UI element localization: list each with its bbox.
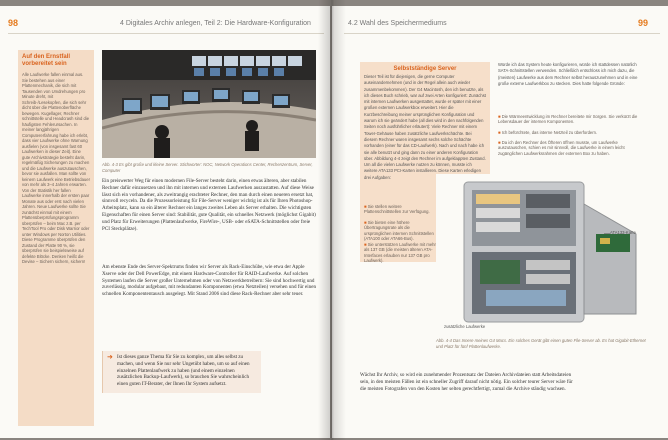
right-header-rule	[344, 33, 660, 34]
left-paragraph-1: Ein preiswerter Weg für einen modernen File-Server besteht darin, einen etwas älteren, aber stabilen Rechner dafür einzusetzen und ihn mit internen und externen Laufwerken auszustatten. Auf diese Weise lässt sich ein vorhandener, als zweitrangig erachteter Rechner, den man durch einen neueren ersetzt hat, sinnvoll recyceln. Da die Prozessorleistung für File-Server weniger wichtig ist als für Ihren Photoshop-Arbeitsplatz, kann so ein älterer Rechner ein langes zweites Leben als Server erhalten. Die wichtigsten Eigenschaften für einen Server sind: Stabilität, gute Qualität, ein schnelles Netzwerk (möglichst Gigabit) und Platz für Erweiterungen (Plattenlaufwerke, FireWire-, USB- oder eSATA-Schnittstellen oder freie PCI Steckplätze).	[102, 178, 316, 232]
left-paragraph-2: Am ebenste Ende des Server-Spektrums finden wir Server als Rack-Einschübe, wie etwa der Apple Xserve oder der Dell PowerEdge, mit einem Hardware-Controller für RAID-Laufwerke. Auf solchen Systemen laufen die Server großer Unternehmen oder von Netzwerkbetreibern: Sie sind hochwertig und zuverlässig, modular aufgebaut, mit redundanten Komponenten (etwa Netzteilen) versehen und für einen schnellen Komponententausch ausgelegt. Mit Stand 2006 sind diese Rack-Rechner aber sehr teuer.	[102, 264, 316, 298]
server-room-image	[102, 50, 316, 158]
left-running-head: 4 Digitales Archiv anlegen, Teil 2: Die Hardware-Konfiguration	[120, 20, 311, 27]
left-page-number: 98	[8, 18, 19, 28]
photo-caption: Abb. 4-3 Es gibt große und kleine Server. Stichworter: NOC, Network Operations Center, Rechenzentrum, Server, Computer	[102, 162, 313, 173]
bullet-dot-icon: ■	[498, 130, 502, 135]
bullet-text: Die Wärmeentwicklung im Rechner bereitete mir Sorgen. Sie verkürzt die Lebensdauer der internen Komponenten.	[498, 114, 638, 125]
note-arrow-icon: ➜	[107, 354, 113, 361]
bullet-dot-icon: ■	[364, 204, 368, 209]
note-box	[102, 351, 261, 393]
sidebar-text: Alle Laufwerke fallen einmal aus. Sie bestehen aus einer Plattenmechanik, die sich mit Tausenden von Umdrehungen pro Minute dreht, mit Schreib-/Lesekopfen, die sich sehr dicht über die Plattenoberfläche bewegen. Kugellager, Rechner schnittstelle und Headcrash sind die häufigsten Fehlerursachen. In meiner langjährigen Computererfahrung habe ich erlebt, dass vier Laufwerke ohne Warnung ausfielen (von insgesamt fast 60 Laufwerken in dieser Zeit). Eine gute Archivstrategie besteht darin, regelmäßig Sicherungen zu machen und die Laufwerke auszutauschen, bevor sie ausfallen. Man sollte von keinem Laufwerk eine Betriebsdauer von mehr als 3–4 Jahren erwarten. Von der Statistik her fallen Laufwerke innerhalb der ersten paar Monate aus oder erst nach vielen Jahren. Neue Laufwerke sollte Sie zunächst einmal mit einem Plattenüberprüfungsprogramm überprüfen – beim Mac z.B. per TechTool Pro oder Disk Warrior oder unter Windows per Norton Utilities. Diese Programme überprüfen den Zustand der Platte 90 %, sie überprüfen sie beispielsweise auf defekte Blöcke. Denken heißt die Devise – Sichern sichern, sichern!	[22, 72, 90, 264]
label-leader-line	[604, 233, 610, 234]
sidebar-title: Auf den Ernstfall vorbereitet sein	[22, 54, 71, 67]
g4-interior-image	[436, 174, 660, 330]
bullet-dot-icon: ■	[364, 242, 368, 247]
server-room-photo	[102, 50, 316, 158]
right-page-number: 99	[638, 18, 649, 28]
right-running-head: 4.2 Wahl des Speichermediums	[348, 20, 447, 27]
bullet-text: Sie bieten eine höhere Übertragungsrate als die ursprünglichen internen Schnittstellen (ATA100 oder ATA66-Bus).	[364, 220, 434, 242]
label-ata133-card: ATA133-Karte	[610, 230, 636, 235]
note-text: Ist dieses ganze Thema für Sie zu komplex, um alles selbst zu machen, und wenn Sie nur sehr Ungetübt haben, um so auf einen einzelnen Plattenlaufwerk zu haben (und einem einzelnen zusätzlichen Backup-Laufwerk), so brauchen Sie wahrscheinlich einen guten IT-Berater, der Ihnen Ihr System aufsetzt.	[117, 354, 250, 388]
bullet-item	[364, 220, 438, 242]
right-bullet-item	[498, 130, 644, 135]
bullet-text: Sie stellen weitere Plattenschnittstellen zur Verfügung.	[364, 204, 430, 215]
computer-photo-caption: Abb. 4-4 Das Innere meines G4 Macs. Ein solches Gerät gibt einen guten File-Server ab. Es hat Gigabit-Ethernet und Platz für fünf Plattenlaufwerke.	[436, 338, 646, 349]
sidebar-box	[18, 50, 94, 426]
info-box-title: Selbstständige Server	[393, 66, 457, 72]
computer-photo	[436, 174, 660, 330]
bullet-text: Ich befürchtete, das interne Netzteil zu überfordern.	[501, 130, 598, 135]
book-gutter-shadow	[318, 0, 346, 440]
bullet-dot-icon: ■	[364, 220, 368, 225]
bullet-text: Da ich den Rechner des Öfteren öffnen musste, um Laufwerke auszutauschen, schien es mir sinnvoll, die Laufwerke in einem leicht zugänglichen Laufwerksrahmen der externen Box zu haben.	[498, 140, 625, 156]
bullet-dot-icon: ■	[498, 140, 502, 145]
info-box-intro: Dieser Teil ist für diejenigen, die gerne Computer auseinandernehmen (und in der Regel allein auch wieder zusammenbekommen). Der G4 Macintosh, den ich benutzte, als ich dieses Buch schrieb, war auf zwei Arten konfiguriert: Zunächst mit internen Laufwerken ausgestattet, wurde er später mit einer großen externen Laufwerkbox erweitert. Hier die Kurzbeschreibung meiner ursprünglichen Konfiguration und warum ich sie geändert habe (all dies wird in den nachfolgenden Seiten noch ausführlicher erläutert): Viele Rechner mit einem Tower-Gehäuse haben zusätzliche Laufwerkschächte. Bei diesem Rechner waren insgesamt sechs solche Schächte vorhanden (einer für das CD-Laufwerk). Nach und nach habe ich sie alle benutzt und ging dann zu einer anderen Konfiguration über. Abbildung 4-4 zeigt den Rechner im aufgeklappten Zustand. Um all die vielen Laufwerke nutzen zu können, musste ich weitere ATA133 PCI-Karten installieren. Diese Karten erledigen drei Aufgaben:	[364, 74, 486, 180]
right-bullet-item	[498, 114, 644, 125]
bullet-item	[364, 204, 438, 215]
right-column-intro: Würde ich das System heute konfigurieren, würde ich stattdessen natürlich SATA-Schnittstellen verwenden. Schließlich entschloss ich mich dazu, die (meisten) Laufwerke aus dem Rechner selbst herauszunehmen und in eine große externe Laufwerkbox zu stecken. Dies hatte folgende Gründe:	[498, 62, 638, 86]
left-page	[0, 6, 330, 438]
right-paragraph: Wächst Ihr Archiv, so wird ein zunehmender Prozentsatz der Dateien Archivdateien statt Arbeitsdateien sein, in den meisten Fällen ist ein schneller Zugriff darauf nicht nötig. Ein solcher teurer Server wäre für die meisten Fotografen von den Kosten her selten gerechtfertigt, zumal die Archive ständig wachsen.	[360, 372, 573, 392]
bullet-item	[364, 242, 438, 264]
right-page	[332, 6, 668, 438]
right-bullet-item	[498, 140, 644, 156]
bullet-dot-icon: ■	[498, 114, 502, 119]
bullet-text: Sie unterstützen Laufwerke mit mehr als 137 GB (die meisten älteren ATA-Interfaces erlauben nur 137 GB pro Laufwerk).	[364, 242, 436, 264]
left-header-rule	[8, 33, 324, 34]
label-drives: zusätzliche Laufwerke	[444, 324, 486, 329]
